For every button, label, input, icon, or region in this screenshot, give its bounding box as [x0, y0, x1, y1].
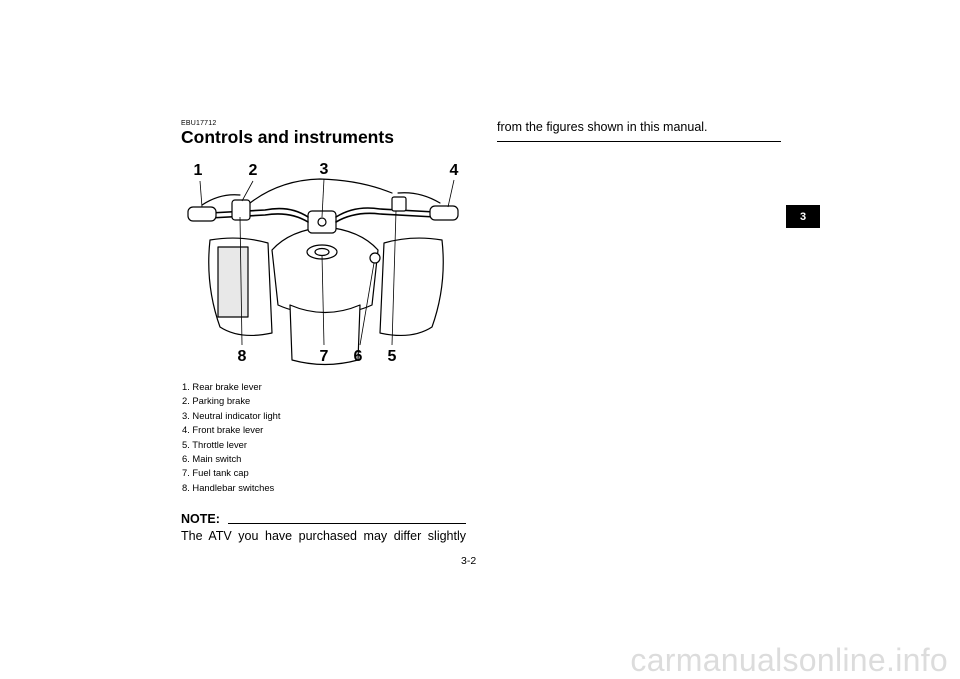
note-end-divider [497, 141, 781, 142]
legend-item: 8. Handlebar switches [182, 481, 275, 493]
brake-cable [250, 179, 392, 203]
legend-item: 4. Front brake lever [182, 424, 264, 436]
section-code: EBU17712 [181, 120, 217, 127]
main-switch-shape [370, 253, 380, 263]
note-text-line-1: The ATV you have purchased may differ slightly [181, 529, 466, 543]
callout-5: 5 [387, 348, 397, 365]
callout-7: 7 [319, 348, 329, 365]
handlebar-switch-housing [232, 200, 250, 220]
note-text-line-2: from the figures shown in this manual. [497, 120, 708, 134]
fuel-tank-body [272, 227, 378, 313]
legend-item: 2. Parking brake [182, 395, 251, 407]
callout-6: 6 [353, 348, 363, 365]
callout-2: 2 [248, 162, 258, 179]
note-divider [228, 523, 466, 524]
callout-4: 4 [449, 162, 459, 179]
page-number: 3-2 [461, 555, 477, 567]
atv-controls-figure [180, 155, 470, 370]
figure-legend [182, 380, 281, 495]
legend-item: 7. Fuel tank cap [182, 467, 249, 479]
left-fender-panel [218, 247, 248, 317]
legend-item: 6. Main switch [182, 453, 242, 465]
legend-item: 3. Neutral indicator light [182, 409, 281, 421]
watermark: carmanualsonline.info [630, 642, 948, 678]
chapter-tab: 3 [786, 205, 820, 228]
legend-item: 5. Throttle lever [182, 438, 247, 450]
callout-8: 8 [237, 348, 247, 365]
legend-item: 1. Rear brake lever [182, 381, 262, 392]
callout-1: 1 [193, 162, 203, 179]
throttle-housing [392, 197, 406, 211]
right-fender [380, 238, 443, 335]
callout-3: 3 [319, 161, 329, 178]
note-heading: NOTE: [181, 512, 220, 526]
left-grip [188, 207, 216, 221]
right-grip [430, 206, 458, 220]
section-title: Controls and instruments [181, 127, 394, 147]
